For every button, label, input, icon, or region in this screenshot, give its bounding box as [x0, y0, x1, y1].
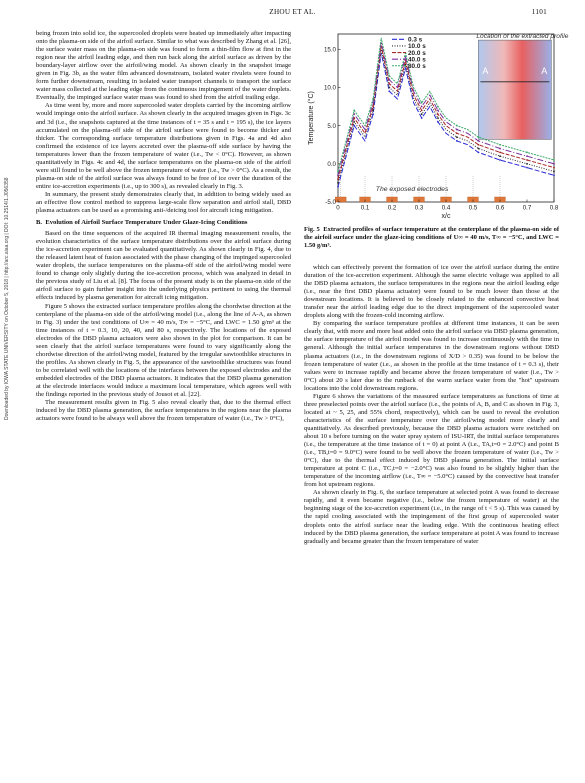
section-label: B.	[36, 219, 43, 227]
data-point	[526, 151, 528, 153]
data-point	[553, 174, 555, 176]
paragraph: Based on the time sequences of the acquired IR thermal imaging measurement results, the evolution characteristics of the surface temperature distributions over the airfoil surface during the ice-accretion experiment can be evaluated quantitatively. As shown clearly in Fig. 4, due to the released latent heat of fusion associated with the phase changing of the impinged supercooled water droplets, the surface temperatures on the plasma-off side of the airfoil/wing model were found to change only slightly during the ice-accretion process, which was analyzed in detail in the previous study of Liu et al. [8]. The focus of the present study is on the plasma-on side of the airfoil surface to gain further insight into the underlying physics pertinent to using the thermal effects induced by plasma generation for aircraft icing mitigation.	[36, 230, 291, 302]
data-point	[499, 148, 501, 150]
x-tick-label: 0.2	[387, 204, 397, 212]
running-header	[0, 8, 585, 20]
figure-caption	[304, 226, 559, 250]
data-point	[499, 144, 501, 146]
figure-5	[304, 26, 569, 222]
paragraph: In summary, the present study demonstrates clearly that, in addition to being widely used as an effective flow control method to suppress large-scale flow separation and airfoil stall, DBD plasma actuators can be used as a promising anti-/deicing tool for aircraft icing mitigation.	[36, 190, 291, 215]
x-tick-label: 0.1	[360, 204, 370, 212]
data-point	[388, 83, 390, 85]
data-point	[499, 155, 501, 157]
data-point	[478, 140, 480, 142]
data-point	[421, 113, 423, 115]
data-point	[456, 132, 458, 134]
legend-entry: 0.3 s	[408, 36, 423, 44]
paragraph: Figure 6 shows the variations of the measured surface temperatures as functions of time at three preselected points over the airfoil surface (i.e., the points of A, B, and C as shown in Fig. 3, located at ~ 5, 25, and 55% chord, respectively), which can be used to reveal the evolution characteristics of the surface temperature over the airfoil/wing model more clearly and quantitatively. As described previously, because the DBD plasma actuators were switched on about 10 s before turning on the water spray system of ISU-IRT, the initial surface temperatures (i.e., the temperature at the time instance of t = 0) at point A (i.e., TA,t=0 = 2.0°C) and point B (i.e., TB,t=0 = 9.0°C) were found to be well above the frozen temperature of water (i.e., Tw > 0°C), due to the thermal effect induced by DBD plasma generation. The initial surface temperature at point C (i.e., TC,t=0 = −2.0°C) was also found to be slightly higher than the temperature of the incoming airflow (i.e., T∞ = −5.0°C) caused by the convective heat transfer from hot upstream regions.	[304, 392, 559, 489]
data-point	[337, 174, 339, 176]
x-tick-label: 0.7	[522, 204, 532, 212]
data-point	[499, 159, 501, 161]
data-point	[499, 151, 501, 153]
data-point	[388, 79, 390, 81]
data-point	[553, 171, 555, 173]
data-point	[388, 75, 390, 77]
data-point	[437, 113, 439, 115]
paragraph: As time went by, more and more supercooled water droplets carried by the incoming airflow would impinge onto the airfoil surface. As shown clearly in the acquired images given in Figs. 3c and 3d (i.e., the snapshots captured at the time instances of t = 35 s and t = 195 s), the ice layers accumulated on the plasma-off side of the airfoil surface were found to become thicker and thicker. The corresponding surface temperature distributions given in Figs. 4a and 4d also confirmed the existence of ice layers accreted over the plasma-off side surface by having the temperatures lower than the frozen temperature of water (i.e., Tw < 0°C). However, as shown quantitatively in Figs. 4c and 4d, the surface temperatures on the plasma-on side of the airfoil were still found to be well above the frozen temperature of water (i.e., Tw > 0°C). As a result, the plasma-on side of the airfoil surface was always found to be free of ice over the duration of the entire ice-accretion experiments (i.e., up to 300 s), as revealed clearly in Fig. 3.	[36, 102, 291, 190]
data-point	[456, 140, 458, 142]
data-point	[372, 113, 374, 115]
data-point	[372, 98, 374, 100]
caption-label: Fig. 5	[304, 226, 320, 233]
download-sidenote: Downloaded by IOWA STATE UNIVERSITY on October 5, 2018 | http://arc.aiaa.org | DOI: 10.2514/1.J056358	[4, 177, 10, 420]
y-tick-label: 10.0	[323, 84, 336, 92]
data-point	[421, 117, 423, 119]
data-point	[337, 182, 339, 184]
data-point	[526, 159, 528, 161]
data-point	[456, 136, 458, 138]
y-tick-label: 15.0	[323, 46, 336, 54]
inset-title: Location of the extracted profile	[476, 33, 569, 41]
temperature-profile-chart	[304, 26, 569, 222]
data-point	[388, 87, 390, 89]
data-point	[337, 178, 339, 180]
data-point	[553, 163, 555, 165]
data-point	[388, 90, 390, 92]
data-point	[553, 159, 555, 161]
right-column	[304, 264, 559, 546]
electrode-marker	[335, 197, 346, 202]
y-tick-label: 5.0	[327, 122, 336, 130]
x-tick-label: 0.6	[495, 204, 505, 212]
inset-thermal-image	[478, 40, 551, 139]
data-point	[478, 136, 480, 138]
paragraph: which can effectively prevent the formation of ice over the airfoil surface during the entire duration of the ice-accretion experiment. Although the same electric voltage was applied to all the DBD plasma actuators, the surface temperatures in the regions near the airfoil leading edge (i.e., near the first DBD plasma actuator) were found to be much lower than those at the downstream locations. It is believed to be closely related to the enhanced convective heat transfer near the airfoil leading edge due to the direct impingement of the supercooled water droplets along with the frozen-cold incoming airflow.	[304, 264, 559, 320]
page-number: 1101	[531, 8, 547, 16]
data-point	[353, 125, 355, 127]
paragraph: The measurement results given in Fig. 5 also reveal clearly that, due to the thermal effect induced by the DBD plasma generation, the surface temperatures in the regions near the plasma actuators were found to be always well above the frozen temperature of water (i.e., Tw > 0°C),	[36, 399, 291, 423]
x-tick-label: 0.3	[414, 204, 424, 212]
data-point	[372, 106, 374, 108]
data-point	[478, 148, 480, 150]
paragraph: As shown clearly in Fig. 6, the surface temperature at selected point A was found to decrease rapidly, and it even became negative (i.e., below the frozen temperature of water) at the beginning stage of the ice-accretion experiment (i.e., in the range of t < 5 s). This was caused by the rapid cooling associated with the impingement of the first group of supercooled water droplets onto the airfoil surface near the leading edge. With the continuous heating effect induced by the DBD plasma generation, the surface temperature at point A was found to increase gradually and became greater than the frozen temperature of water	[304, 489, 559, 545]
legend-entry: 20.0 s	[408, 49, 426, 57]
data-point	[437, 106, 439, 108]
x-tick-label: 0	[336, 204, 340, 212]
legend-entry: 40.0 s	[408, 56, 426, 64]
y-tick-label: -5.0	[325, 199, 336, 207]
data-point	[478, 151, 480, 153]
data-point	[526, 155, 528, 157]
data-point	[421, 102, 423, 104]
section-heading	[36, 219, 291, 227]
legend-entry: 80.0 s	[408, 63, 426, 71]
data-point	[353, 121, 355, 123]
data-point	[437, 117, 439, 119]
y-axis-label: Temperature (°C)	[308, 91, 315, 145]
x-tick-label: 0.4	[441, 204, 451, 212]
section-title: Evolution of Airfoil Surface Temperature Under Glaze-Icing Conditions	[45, 219, 248, 227]
running-title: ZHOU ET AL.	[269, 8, 316, 16]
legend-entry: 10.0 s	[408, 43, 426, 51]
data-point	[337, 186, 339, 188]
data-point	[437, 109, 439, 111]
inset-label-b: A	[541, 65, 548, 76]
y-tick-label: 0.0	[327, 161, 336, 169]
caption-text: Extracted profiles of surface temperature at the centerplane of the plasma-on side of the airfoil surface under the glaze-icing conditions of U∞ = 40 m/s, T∞ = −5°C, and LWC = 1.50 g/m³.	[304, 226, 560, 249]
data-point	[456, 129, 458, 131]
left-column	[36, 30, 291, 423]
x-axis-label: x/c	[441, 213, 451, 220]
data-point	[456, 125, 458, 127]
data-point	[553, 167, 555, 169]
data-point	[526, 163, 528, 165]
x-tick-label: 0.8	[549, 204, 559, 212]
x-tick-label: 0.5	[468, 204, 478, 212]
paragraph: Figure 5 shows the extracted surface temperature profiles along the chordwise direction at the centerplane of the plasma-on side of the airfoil/wing model (i.e., along the line of A-A, as shown in Fig. 3) under the test conditions of U∞ = 40 m/s, T∞ = −5°C, and LWC = 1.50 g/m³ at the time instances of t = 0.3, 10, 20, 40, and 80 s, respectively. The locations of the exposed electrodes of the DBD plasma actuators were also shown in the plot for comparison. It can be seen clearly that the airfoil surface temperatures were found to vary significantly along the chordwise direction of the airfoil/wing model, featured by the irregular sawtoothlike structures in the profiles. As shown clearly in Fig. 5, the appearance of the sawtoothlike structures was found to be correlated well with the locations of the interfaces between the exposed electrodes and the embedded electrodes of the DBD plasma actuators. It indicates that the DBD plasma generation at the electrode interfaces would induce a maximum local temperature, which agrees well with the findings reported in the previous study of Jousot et al. [22].	[36, 302, 291, 399]
electrodes-label: The exposed electrodes	[375, 186, 449, 193]
data-point	[421, 106, 423, 108]
paragraph: being frozen into solid ice, the supercooled droplets were heated up immediately after impacting onto the plasma-on side of the airfoil surface. Similar to what was described by Zhang et al. [26], the surface water mass on the plasma-on side was found to form a thin-film flow at first in the region near the airfoil leading edge, and then run back along the airfoil surface as driven by the boundary-layer airflow over the airfoil/wing model. As shown clearly in the snapshot image given in Fig. 3b, as the water film advanced downstream, isolated water rivulets were found to form further downstream, resulting in isolated water transport channels to transport the surface water mass collected at the leading edge from the continuous impingement of the water droplets. Eventually, the impinged surface water mass was found to shed from the airfoil trailing edge.	[36, 30, 291, 102]
data-point	[526, 167, 528, 169]
data-point	[421, 109, 423, 111]
inset-label-a: A	[482, 65, 489, 76]
data-point	[437, 121, 439, 123]
data-point	[337, 171, 339, 173]
paragraph: By comparing the surface temperature profiles at different time instances, it can be seen clearly that, with more and more heat added onto the airfoil surface via DBD plasma generation, the surface temperature of the airfoil model was found to increase continuously with the time in general. Although the initial surface temperatures in the downstream regions without DBD plasma actuators (i.e., in the downstream regions of X/D > 0.35) was found to be below the frozen temperature of water (i.e., as shown in the profile at the time instance of t = 0.3 s), their values were to increase rapidly and became above the frozen temperature of water (i.e., Tw > 0°C) about 20 s later due to the runback of the warm surface water from the "hot" upstream locations into the cold downstream regions.	[304, 320, 559, 392]
data-point	[478, 144, 480, 146]
data-point	[353, 109, 355, 111]
